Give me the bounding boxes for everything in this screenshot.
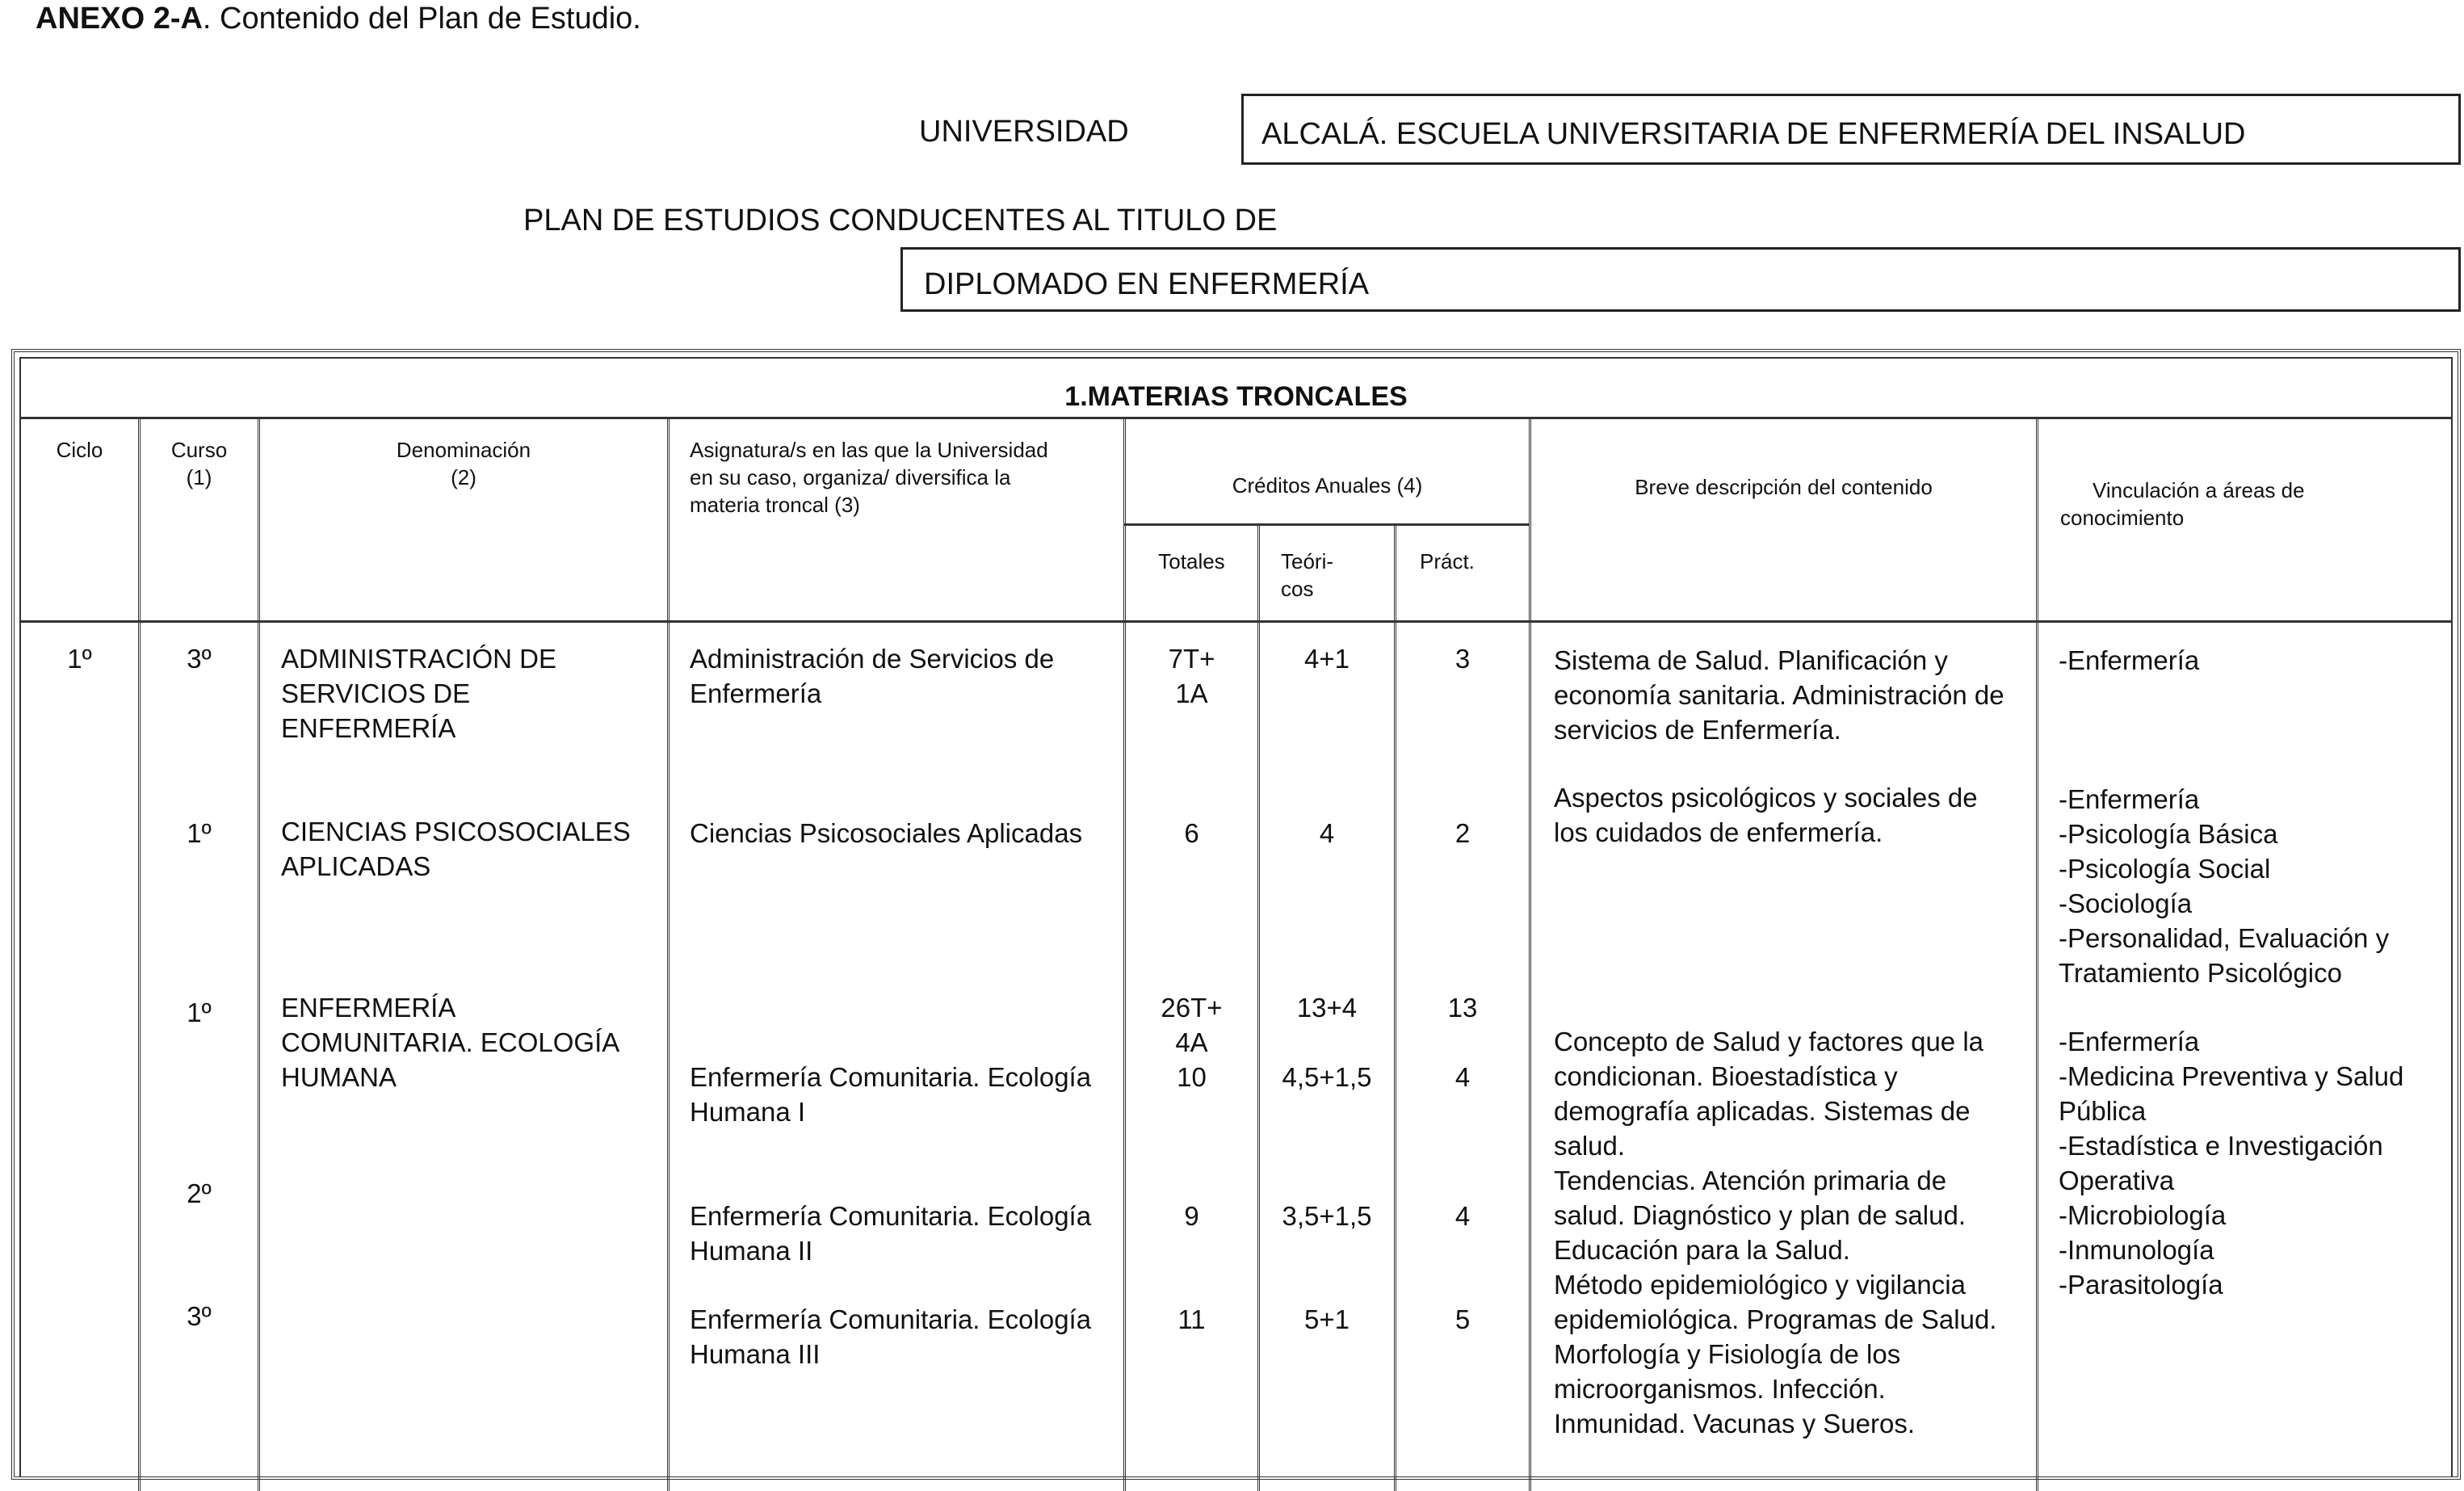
row3c-practicos: 5: [1454, 1304, 1471, 1334]
row3-denominacion: ENFERMERÍA COMUNITARIA. ECOLOGÍA HUMANA: [281, 993, 620, 1092]
row1-teoricos: 4+1: [1304, 644, 1350, 674]
row3-curso: 1º: [187, 998, 212, 1027]
row1-totales: 7T+ 1A: [1168, 644, 1215, 708]
annex-title: . Contenido del Plan de Estudio.: [202, 2, 641, 36]
header-teoricos: Teóri- cos: [1281, 549, 1334, 601]
row3-descripcion: Concepto de Salud y factores que la condicionan. Bioestadística y demografía aplicadas. Sistemas de salud. Tendencias. Atención primaria de salud. Diagnóstico y plan de salud. Educación para la Salud. Método epidemiológico y vigilancia epidemiológica. Programas de Salud. Morfología y Fisiología de los microorganismos. Infección. Inmunidad. Vacunas y Sueros.: [1554, 1027, 1997, 1438]
row2-curso: 1º: [187, 818, 212, 848]
plan-label: PLAN DE ESTUDIOS CONDUCENTES AL TITULO DE: [523, 204, 1278, 237]
universidad-label: UNIVERSIDAD: [919, 115, 1129, 149]
row3-vinculacion: -Enfermería -Medicina Preventiva y Salud Pública -Estadística e Investigación Operativa -Microbiología -Inmunología -Parasitología: [2059, 1027, 2404, 1300]
row1-curso: 3º: [187, 644, 212, 674]
row2-teoricos: 4: [1319, 818, 1335, 848]
row1-practicos: 3: [1454, 644, 1471, 674]
ciclo-value: 1º: [67, 644, 92, 674]
header-vinculacion: Vinculación a áreas de conocimiento: [2060, 478, 2305, 530]
row2-denominacion: CIENCIAS PSICOSOCIALES APLICADAS: [281, 817, 631, 881]
header-curso: Curso (1): [170, 438, 228, 489]
row3b-curso: 2º: [187, 1178, 212, 1208]
section-title: 1.MATERIAS TRONCALES: [21, 359, 2451, 419]
row3-totales: 26T+ 4A: [1161, 993, 1223, 1057]
universidad-field: ALCALÁ. ESCUELA UNIVERSITARIA DE ENFERMERÍA DEL INSALUD: [1241, 94, 2461, 165]
header-creditos: Créditos Anuales (4): [1232, 473, 1423, 498]
header-asignatura: Asignatura/s en las que la Universidad en su caso, organiza/ diversifica la materia troncal (3): [690, 438, 1048, 517]
row1-asignatura: Administración de Servicios de Enfermería: [690, 644, 1055, 708]
row3b-practicos: 4: [1454, 1201, 1471, 1231]
row2-vinculacion: -Enfermería -Psicología Básica -Psicología Social -Sociología -Personalidad, Evaluación y Tratamiento Psicológico: [2059, 784, 2390, 988]
row3c-curso: 3º: [187, 1301, 212, 1331]
row3b-asignatura: Enfermería Comunitaria. Ecología Humana II: [690, 1201, 1092, 1266]
row3-practicos: 13: [1447, 993, 1478, 1023]
row2-practicos: 2: [1454, 818, 1471, 848]
row2-descripcion: Aspectos psicológicos y sociales de los cuidados de enfermería.: [1554, 783, 1978, 847]
row3a-asignatura: Enfermería Comunitaria. Ecología Humana I: [690, 1062, 1092, 1127]
annex-label: ANEXO 2-A: [36, 2, 203, 36]
row1-vinculacion: -Enfermería: [2059, 645, 2200, 675]
row3a-practicos: 4: [1454, 1062, 1471, 1092]
header-practicos: Práct.: [1420, 549, 1475, 573]
materias-troncales-table: [11, 349, 2461, 1480]
row2-asignatura: Ciencias Psicosociales Aplicadas: [690, 818, 1083, 848]
header-denominacion: Denominación (2): [396, 438, 531, 489]
row1-descripcion: Sistema de Salud. Planificación y economía sanitaria. Administración de servicios de Enfermería.: [1554, 645, 2004, 745]
page-heading: [36, 2, 641, 36]
row3c-teoricos: 5+1: [1304, 1304, 1350, 1334]
row1-denominacion: ADMINISTRACIÓN DE SERVICIOS DE ENFERMERÍA: [281, 644, 557, 743]
row3b-teoricos: 3,5+1,5: [1282, 1201, 1372, 1231]
row2-totales: 6: [1184, 818, 1199, 848]
row3c-asignatura: Enfermería Comunitaria. Ecología Humana III: [690, 1304, 1092, 1369]
row3b-totales: 9: [1184, 1201, 1199, 1231]
row3a-teoricos: 4,5+1,5: [1282, 1062, 1372, 1092]
row3-teoricos: 13+4: [1296, 993, 1358, 1023]
row3c-totales: 11: [1177, 1304, 1206, 1334]
row3a-totales: 10: [1177, 1062, 1207, 1092]
plan-field: DIPLOMADO EN ENFERMERÍA: [900, 247, 2461, 312]
header-ciclo: Ciclo: [56, 438, 103, 462]
header-totales: Totales: [1158, 549, 1225, 573]
header-descripcion: Breve descripción del contenido: [1635, 475, 1933, 499]
